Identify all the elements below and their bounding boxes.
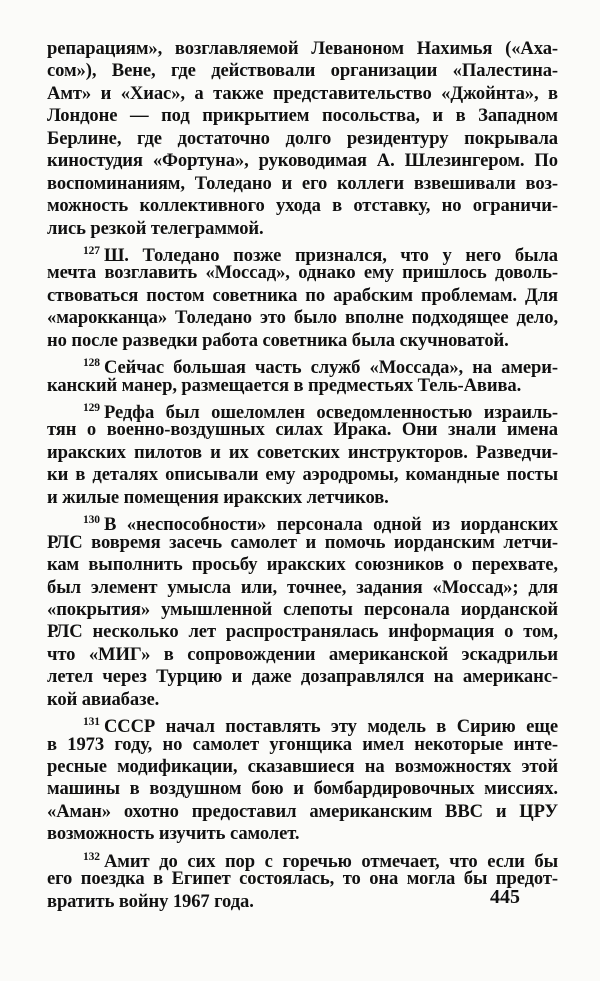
line-text: ки в деталях описывали ему аэродромы, командные посты	[47, 464, 558, 486]
footnote-number: 130	[83, 514, 100, 527]
text-line	[47, 128, 558, 150]
line-text: летел через Турцию и даже дозаправлялся на американс-	[47, 666, 558, 688]
line-text: в 1973 году, но самолет угонщика имел некоторые инте-	[47, 733, 558, 755]
text-line	[47, 532, 558, 554]
footnote-start-line	[47, 846, 558, 872]
text-line	[47, 464, 558, 486]
footnote-number: 128	[83, 357, 100, 370]
line-text: вратить войну 1967 года.	[47, 890, 254, 912]
text-line	[47, 150, 558, 172]
line-text: но после разведки работа советника была скучноватой.	[47, 329, 509, 351]
text-line	[47, 554, 558, 576]
line-text: репарациям», возглавляемой Леваноном Нахимья («Аха-	[47, 38, 558, 59]
line-text: Сейчас большая часть служб «Моссада», на амери-	[103, 357, 558, 379]
footnote-start-line	[47, 509, 558, 536]
text-line	[47, 442, 558, 464]
footnote-number: 132	[83, 850, 100, 863]
line-text: «Аман» охотно предоставил американским ВВС и ЦРУ	[47, 800, 558, 822]
line-text: Ш. Толедано позже признался, что у него была	[103, 244, 558, 266]
text-line	[47, 307, 558, 329]
text-line	[47, 60, 558, 82]
text-line	[47, 891, 558, 913]
text-line	[47, 419, 558, 441]
text-line	[47, 83, 558, 105]
text-line	[47, 801, 558, 823]
text-line	[47, 105, 558, 127]
text-line	[47, 375, 558, 397]
text-line	[47, 195, 558, 217]
page-number: 445	[490, 886, 520, 908]
line-text: сом»), Вене, где действовали организации «Палестина-	[47, 60, 558, 82]
line-text: ресные модификации, сказавшиеся на возможностях этой	[47, 756, 558, 777]
text-line	[47, 487, 558, 509]
line-text: машины в воздушном бою и бомбардировочных миссиях.	[47, 778, 558, 800]
text-line	[47, 823, 558, 845]
line-text: РЛС несколько лет распространялась информация о том,	[47, 621, 558, 643]
line-text: был элемент умысла или, точнее, задания «Моссад»; для	[47, 576, 558, 598]
line-text: Амит до сих пор с горечью отмечает, что если бы	[103, 850, 558, 872]
footnote-start-line	[47, 711, 558, 738]
line-text: кой авиабазе.	[47, 688, 160, 710]
line-text: Берлине, где достаточно долго резидентуру покрывала	[47, 127, 558, 149]
text-line	[47, 778, 558, 800]
line-text: Лондоне — под прикрытием посольства, и в Западном	[47, 105, 558, 127]
line-text: его поездка в Египет состоялась, то она могла бы предот-	[47, 868, 558, 890]
line-text: Редфа был ошеломлен осведомленностью израиль-	[103, 402, 558, 423]
text-line	[47, 868, 558, 890]
line-text: СССР начал поставлять эту модель в Сирию еще	[103, 716, 558, 738]
line-text: и жилые помещения иракских летчиков.	[47, 486, 389, 508]
text-line	[47, 666, 558, 688]
line-text: «марокканца» Толедано это было вполне подходящее дело,	[47, 307, 558, 329]
line-text: кам выполнить просьбу иракских союзников о перехвате,	[47, 554, 558, 576]
line-text: тян о военно-воздушных силах Ирака. Они знали имена	[47, 419, 558, 441]
line-text: В «неспособности» персонала одной из иорданских	[103, 514, 558, 536]
text-line	[47, 689, 558, 711]
text-line	[47, 38, 558, 60]
line-text: возможность изучить самолет.	[47, 823, 300, 845]
footnote-number: 129	[83, 402, 100, 414]
line-text: воспоминаниям, Толедано и его коллеги взвешивали воз-	[47, 172, 558, 194]
text-line	[47, 262, 558, 284]
line-text: канский манер, размещается в предместьях Тель-Авива.	[47, 374, 522, 396]
line-text: можность коллективного ухода в отставку, но ограничи-	[47, 195, 558, 217]
text-line	[47, 285, 558, 307]
text-line	[47, 218, 558, 240]
text-line	[47, 577, 558, 599]
text-line	[47, 621, 558, 643]
line-text: Амт» и «Хиас», а также представительство «Джойнта», в	[47, 82, 558, 104]
footnote-number: 131	[83, 716, 100, 729]
text-line	[47, 599, 558, 621]
text-line	[47, 173, 558, 195]
page-body-text	[47, 38, 558, 913]
footnote-start-line	[47, 240, 558, 266]
line-text: ствоваться постом советника по арабским проблемам. Для	[47, 284, 558, 306]
line-text: РЛС вовремя засечь самолет и помочь иорданским летчи-	[47, 531, 558, 553]
text-line	[47, 756, 558, 778]
line-text: лись резкой телеграммой.	[47, 217, 264, 239]
text-line	[47, 644, 558, 666]
footnote-start-line	[47, 397, 558, 423]
line-text: иракских пилотов и их советских инструкторов. Разведчи-	[47, 441, 558, 463]
footnote-number: 127	[83, 244, 100, 257]
footnote-start-line	[47, 352, 558, 379]
line-text: «покрытия» умышленной слепоты персонала иорданской	[47, 598, 558, 620]
line-text: мечта возглавить «Моссад», однако ему пришлось доволь-	[47, 262, 558, 284]
line-text: киностудия «Фортуна», руководимая А. Шлезингером. По	[47, 150, 558, 172]
line-text: что «МИГ» в сопровождении американской эскадрильи	[47, 643, 558, 665]
text-line	[47, 330, 558, 352]
text-line	[47, 734, 558, 756]
